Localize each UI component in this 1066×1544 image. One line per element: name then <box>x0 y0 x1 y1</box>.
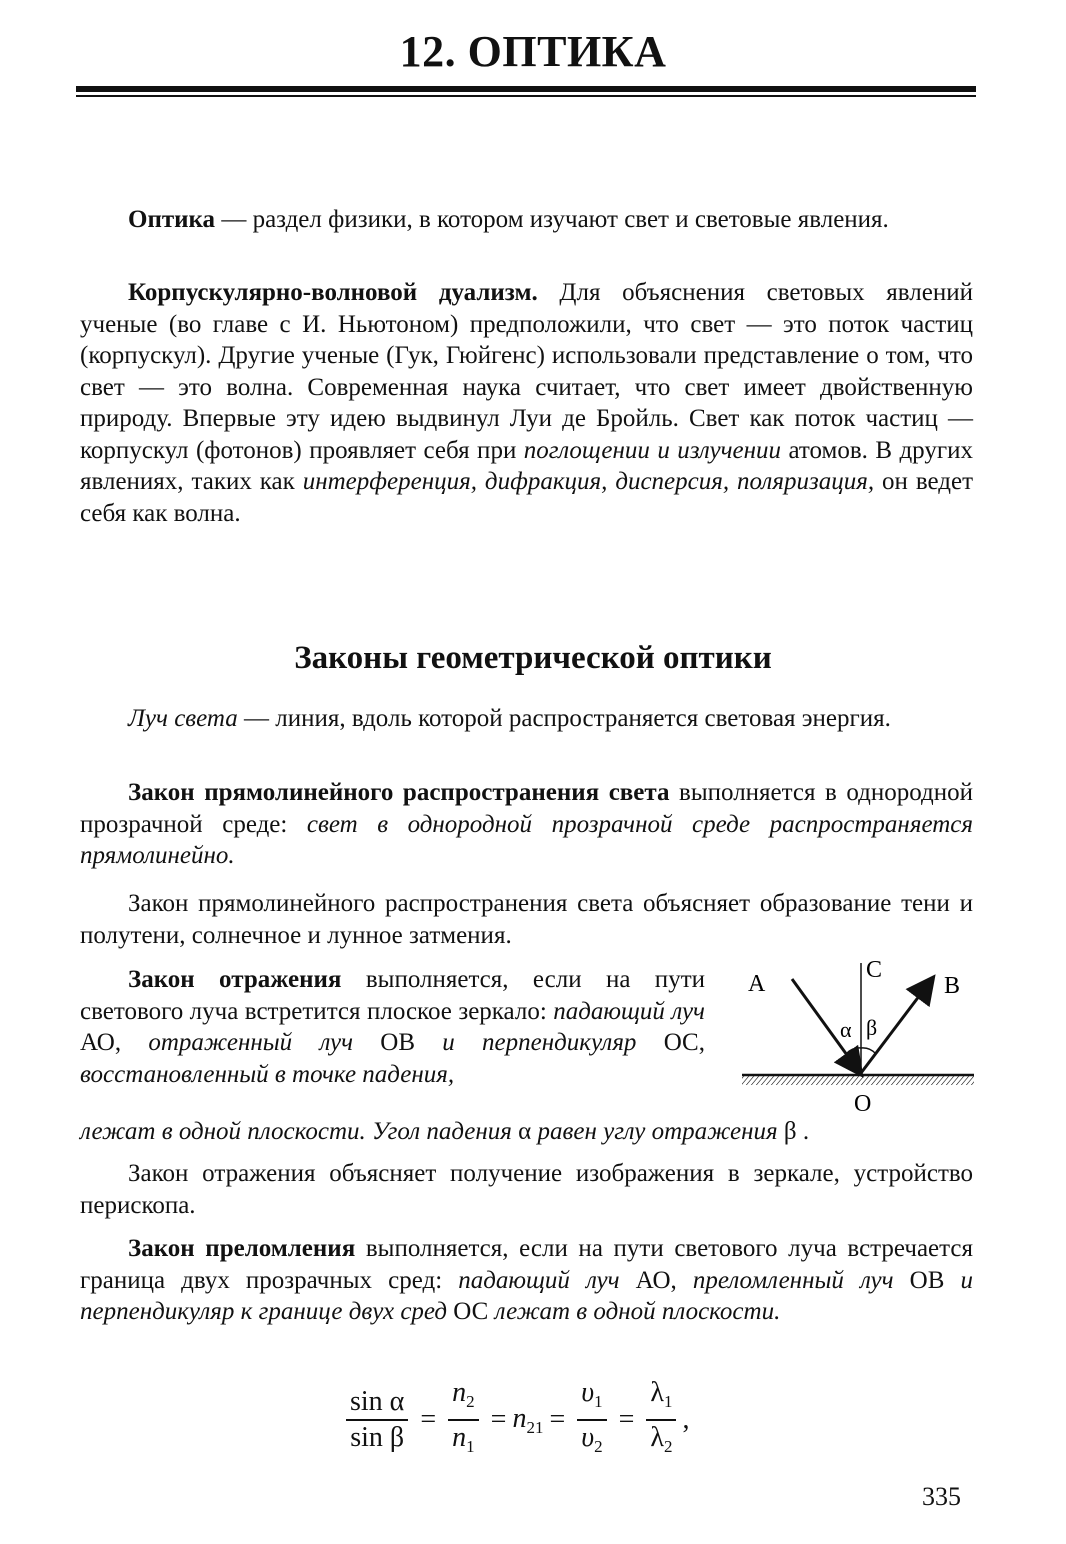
n1 <box>448 1421 479 1464</box>
n21 <box>512 1403 543 1438</box>
term-reflection: Закон отражения <box>128 966 342 993</box>
fraction-lambda <box>646 1376 676 1464</box>
beta-symbol: β . <box>777 1118 810 1145</box>
refraction-text-d: ОС <box>447 1298 495 1325</box>
refraction-text-a: выполняется, если на пути светового луча встречается граница двух прозрачных сред: <box>80 1235 973 1294</box>
refraction-italic-b: преломленный луч <box>692 1266 894 1294</box>
mirror-hatching <box>742 1076 974 1085</box>
intro-paragraph-dualism <box>80 277 973 529</box>
equals-sign: = <box>490 1404 507 1435</box>
subscript-2: 2 <box>663 1437 673 1456</box>
subscript-2: 2 <box>594 1437 603 1456</box>
equals-sign: = <box>420 1404 437 1435</box>
reflection-italic-d: восстановленный в точке падения, <box>80 1060 455 1088</box>
reflection-italic-a: падающий луч <box>553 997 705 1025</box>
alpha-symbol: α <box>511 1118 538 1145</box>
dualism-text-b: атомов. В других явлениях, таких как <box>80 436 973 495</box>
ray-definition <box>80 703 973 735</box>
angle-alpha-arc <box>846 1048 861 1054</box>
refraction-italic-c: и перпендикуляр к границе двух сред <box>80 1266 973 1325</box>
lambda2 <box>646 1421 676 1464</box>
intro-paragraph-optics <box>80 204 973 236</box>
reflection-italic-f: равен углу отражения <box>537 1118 778 1145</box>
lambda-symbol: λ <box>650 1422 664 1453</box>
title-rule-thin <box>76 95 976 97</box>
v-symbol: υ <box>581 1377 595 1408</box>
subscript-1: 1 <box>594 1392 603 1411</box>
reflection-text-a: выполняется, если на пути светового луча встретится плоское зеркало: <box>80 966 705 1025</box>
rectilinear-explain: Закон прямолинейного распространения света объясняет образование тени и полутени, солнечное и лунное затмения. <box>80 890 973 949</box>
term-dualism: Корпускулярно-волновой дуализм. <box>128 279 538 306</box>
term-ray: Луч света <box>128 705 238 732</box>
ray-text: — линия, вдоль которой распространяется световая энергия. <box>237 705 891 732</box>
refraction-italic-d: лежат в одной плоскости. <box>494 1298 781 1325</box>
subscript-2: 2 <box>466 1392 475 1411</box>
term-refraction: Закон преломления <box>128 1235 356 1262</box>
reflection-italic-e: лежат в одной плоскости. Угол падения <box>80 1118 512 1145</box>
rectilinear-law <box>80 777 973 872</box>
n-symbol: n <box>452 1377 467 1408</box>
term-optics: Оптика <box>128 206 216 233</box>
subscript-1: 1 <box>466 1437 475 1456</box>
v2 <box>577 1421 606 1464</box>
equals-sign: = <box>549 1404 566 1435</box>
reflection-law <box>80 964 705 1090</box>
subscript-21: 21 <box>526 1417 544 1437</box>
intro-text: — раздел физики, в котором изучают свет и световые явления. <box>215 206 889 233</box>
sin-alpha: sin α <box>350 1386 405 1417</box>
refraction-law <box>80 1233 973 1328</box>
refraction-text-c: ОВ <box>893 1266 961 1294</box>
page-number: 335 <box>922 1482 961 1511</box>
title-rule-thick <box>76 86 976 92</box>
refraction-italic-a: падающий луч <box>458 1266 620 1294</box>
reflection-text-d: ОС, <box>636 1029 705 1056</box>
angle-beta-arc <box>861 1048 876 1054</box>
sin-beta: sin β <box>350 1422 405 1453</box>
n2 <box>448 1376 479 1419</box>
label-B: B <box>944 973 961 999</box>
lambda1 <box>646 1376 676 1419</box>
reflection-law-end <box>80 1116 973 1148</box>
reflection-diagram <box>740 955 976 1115</box>
fraction-sin <box>346 1385 408 1455</box>
subscript-1: 1 <box>663 1392 673 1411</box>
dualism-text-c: он ведет себя как волна. <box>80 468 973 527</box>
dualism-text-a: Для объяснения световых явлений ученые (во главе с И. Ньютоном) предположили, что свет — это поток частиц (корпускул). Другие ученые (Гук, Гюйгенс) использовали представление о том, что свет — это волна. Современная наука считает, что свет имеет двойственную природу. Впервые эту идею выдвинул Луи де Бройль. Свет как поток частиц — корпускул (фотонов) проявляет себя при <box>80 279 973 464</box>
label-A: A <box>748 971 766 997</box>
label-O: O <box>854 1091 872 1115</box>
label-C: C <box>866 957 883 983</box>
dualism-italic-b: интерференция, дифракция, дисперсия, поляризация, <box>302 468 875 495</box>
fraction-n <box>448 1376 479 1464</box>
refraction-formula <box>340 1377 690 1460</box>
term-rectilinear: Закон прямолинейного распространения света <box>128 779 670 806</box>
n-symbol: n <box>452 1422 467 1453</box>
section-title: Законы геометрической оптики <box>294 640 772 676</box>
reflection-italic-c: и перпендикуляр <box>442 1029 637 1056</box>
v-symbol: υ <box>581 1422 595 1453</box>
reflection-italic-b: отраженный луч <box>148 1029 354 1056</box>
reflection-explain: Закон отражения объясняет получение изображения в зеркале, устройство перископа. <box>80 1160 973 1219</box>
equals-sign: = <box>618 1404 635 1435</box>
dualism-italic-a: поглощении и излучении <box>523 436 781 464</box>
rectilinear-italic: свет в однородной прозрачной среде распространяется прямолинейно. <box>80 810 973 869</box>
v1 <box>577 1376 606 1419</box>
refraction-text-b: АО, <box>619 1266 693 1294</box>
label-alpha: α <box>840 1017 852 1042</box>
reflection-text-b: АО, <box>80 1029 149 1056</box>
formula-comma: , <box>682 1404 690 1435</box>
chapter-title: 12. ОПТИКА <box>399 27 667 76</box>
rectilinear-text: выполняется в однородной прозрачной среде: <box>80 779 973 838</box>
label-beta: β <box>866 1015 878 1040</box>
fraction-v <box>577 1376 606 1464</box>
lambda-symbol: λ <box>650 1377 664 1408</box>
n-symbol: n <box>512 1402 527 1434</box>
reflection-text-c: ОВ <box>353 1029 443 1056</box>
